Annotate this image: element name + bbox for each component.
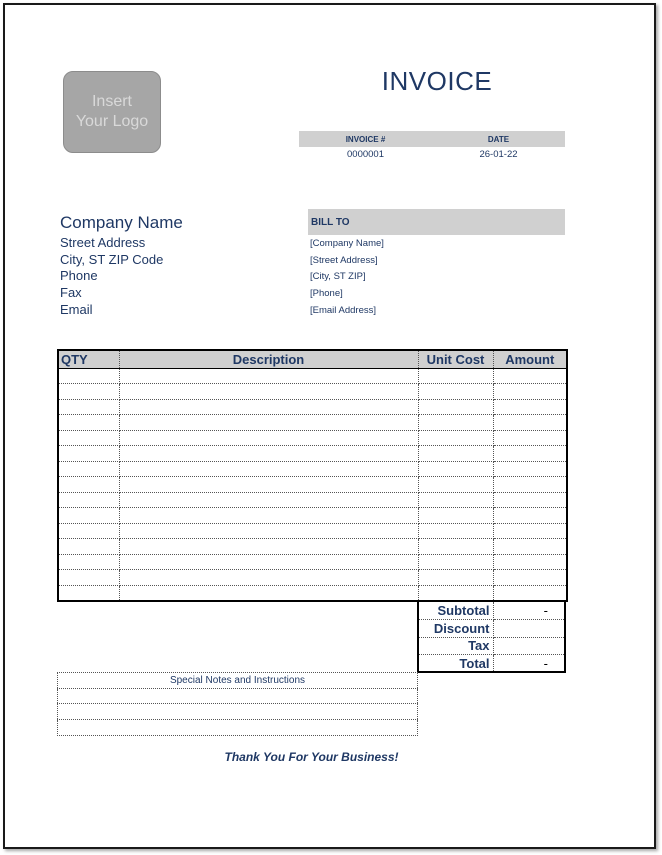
description-cell[interactable] (119, 554, 418, 570)
qty-cell[interactable] (58, 415, 119, 431)
qty-cell[interactable] (58, 554, 119, 570)
line-item-row (58, 492, 567, 508)
unit-cost-cell[interactable] (418, 585, 493, 601)
bill-to-info (310, 236, 384, 320)
line-item-row (58, 570, 567, 586)
unit-cost-cell[interactable] (418, 508, 493, 524)
unit-cost-cell[interactable] (418, 492, 493, 508)
bill-to-email[interactable]: [Email Address] (310, 304, 376, 316)
date-label: DATE (487, 134, 510, 144)
qty-cell[interactable] (58, 539, 119, 555)
qty-cell[interactable] (58, 384, 119, 400)
qty-cell[interactable] (58, 570, 119, 586)
amount-cell[interactable] (493, 399, 567, 415)
unit-cost-cell[interactable] (418, 430, 493, 446)
column-header-amount: Amount (493, 350, 567, 368)
column-header-unit-cost: Unit Cost (418, 350, 493, 368)
unit-cost-cell[interactable] (418, 399, 493, 415)
unit-cost-cell[interactable] (418, 570, 493, 586)
bill-to-phone[interactable]: [Phone] (310, 288, 343, 300)
description-cell[interactable] (119, 446, 418, 462)
line-item-row (58, 585, 567, 601)
qty-cell[interactable] (58, 477, 119, 493)
amount-cell[interactable] (493, 461, 567, 477)
description-cell[interactable] (119, 523, 418, 539)
amount-cell[interactable] (493, 430, 567, 446)
total-value[interactable]: - (543, 655, 548, 671)
company-info (60, 212, 183, 319)
total-label: Total (418, 655, 493, 673)
amount-cell[interactable] (493, 368, 567, 384)
unit-cost-cell[interactable] (418, 446, 493, 462)
invoice-number-label: INVOICE # (345, 134, 386, 144)
thank-you-message: Thank You For Your Business! (224, 750, 399, 764)
line-item-row (58, 368, 567, 384)
amount-cell[interactable] (493, 446, 567, 462)
description-cell[interactable] (119, 461, 418, 477)
bill-to-city[interactable]: [City, ST ZIP] (310, 271, 366, 283)
invoice-number-value[interactable]: 0000001 (347, 149, 384, 160)
unit-cost-cell[interactable] (418, 477, 493, 493)
qty-cell[interactable] (58, 585, 119, 601)
description-cell[interactable] (119, 585, 418, 601)
qty-cell[interactable] (58, 492, 119, 508)
unit-cost-cell[interactable] (418, 523, 493, 539)
bill-to-street[interactable]: [Street Address] (310, 254, 378, 266)
company-phone[interactable]: Phone (60, 268, 98, 284)
totals-table (417, 602, 566, 673)
line-item-row (58, 415, 567, 431)
qty-cell[interactable] (58, 430, 119, 446)
total-row (418, 655, 565, 673)
description-cell[interactable] (119, 508, 418, 524)
line-items-table (57, 349, 568, 602)
amount-cell[interactable] (493, 585, 567, 601)
line-item-row (58, 508, 567, 524)
amount-cell[interactable] (493, 492, 567, 508)
discount-value[interactable] (493, 620, 565, 638)
invoice-meta-header (299, 131, 565, 147)
company-fax[interactable]: Fax (60, 285, 82, 301)
qty-cell[interactable] (58, 446, 119, 462)
company-street[interactable]: Street Address (60, 235, 146, 250)
notes-line[interactable] (58, 688, 418, 704)
qty-cell[interactable] (58, 523, 119, 539)
unit-cost-cell[interactable] (418, 368, 493, 384)
line-item-row (58, 384, 567, 400)
amount-cell[interactable] (493, 570, 567, 586)
description-cell[interactable] (119, 399, 418, 415)
unit-cost-cell[interactable] (418, 539, 493, 555)
invoice-title: INVOICE (381, 66, 493, 96)
line-item-row (58, 430, 567, 446)
amount-cell[interactable] (493, 554, 567, 570)
amount-cell[interactable] (493, 539, 567, 555)
line-item-row (58, 539, 567, 555)
bill-to-header: BILL TO (308, 209, 565, 235)
amount-cell[interactable] (493, 477, 567, 493)
tax-value[interactable] (493, 637, 565, 655)
amount-cell[interactable] (493, 523, 567, 539)
description-cell[interactable] (119, 368, 418, 384)
amount-cell[interactable] (493, 508, 567, 524)
logo-line-2: Your Logo (75, 113, 149, 130)
bill-to-company[interactable]: [Company Name] (310, 238, 384, 249)
date-value[interactable]: 26-01-22 (479, 149, 518, 160)
company-email[interactable]: Email (60, 301, 93, 317)
line-item-row (58, 399, 567, 415)
description-cell[interactable] (119, 492, 418, 508)
amount-cell[interactable] (493, 384, 567, 400)
subtotal-value[interactable]: - (493, 602, 565, 620)
subtotal-row (418, 602, 565, 620)
unit-cost-cell[interactable] (418, 461, 493, 477)
unit-cost-cell[interactable] (418, 415, 493, 431)
line-items-header-row (58, 350, 567, 368)
unit-cost-cell[interactable] (418, 384, 493, 400)
description-cell[interactable] (119, 384, 418, 400)
notes-line[interactable] (58, 720, 418, 736)
notes-line[interactable] (58, 704, 418, 720)
qty-cell[interactable] (58, 508, 119, 524)
line-item-row (58, 554, 567, 570)
description-cell[interactable] (119, 539, 418, 555)
line-item-row (58, 477, 567, 493)
company-name[interactable]: Company Name (60, 213, 183, 232)
line-item-row (58, 461, 567, 477)
discount-row (418, 620, 565, 638)
company-city[interactable]: City, ST ZIP Code (60, 251, 164, 267)
qty-cell[interactable] (58, 461, 119, 477)
logo-placeholder[interactable] (63, 71, 161, 153)
invoice-meta-values (299, 148, 565, 161)
notes-table (57, 672, 418, 736)
qty-cell[interactable] (58, 368, 119, 384)
column-header-description: Description (119, 350, 418, 368)
column-header-qty: QTY (58, 350, 119, 368)
line-item-row (58, 446, 567, 462)
description-cell[interactable] (119, 477, 418, 493)
notes-label: Special Notes and Instructions (58, 673, 418, 689)
discount-label: Discount (418, 620, 493, 638)
description-cell[interactable] (119, 430, 418, 446)
description-cell[interactable] (119, 415, 418, 431)
tax-row (418, 637, 565, 655)
description-cell[interactable] (119, 570, 418, 586)
unit-cost-cell[interactable] (418, 554, 493, 570)
tax-label: Tax (418, 637, 493, 655)
line-item-row (58, 523, 567, 539)
qty-cell[interactable] (58, 399, 119, 415)
logo-line-1: Insert (91, 93, 132, 110)
amount-cell[interactable] (493, 415, 567, 431)
subtotal-label: Subtotal (418, 602, 493, 620)
